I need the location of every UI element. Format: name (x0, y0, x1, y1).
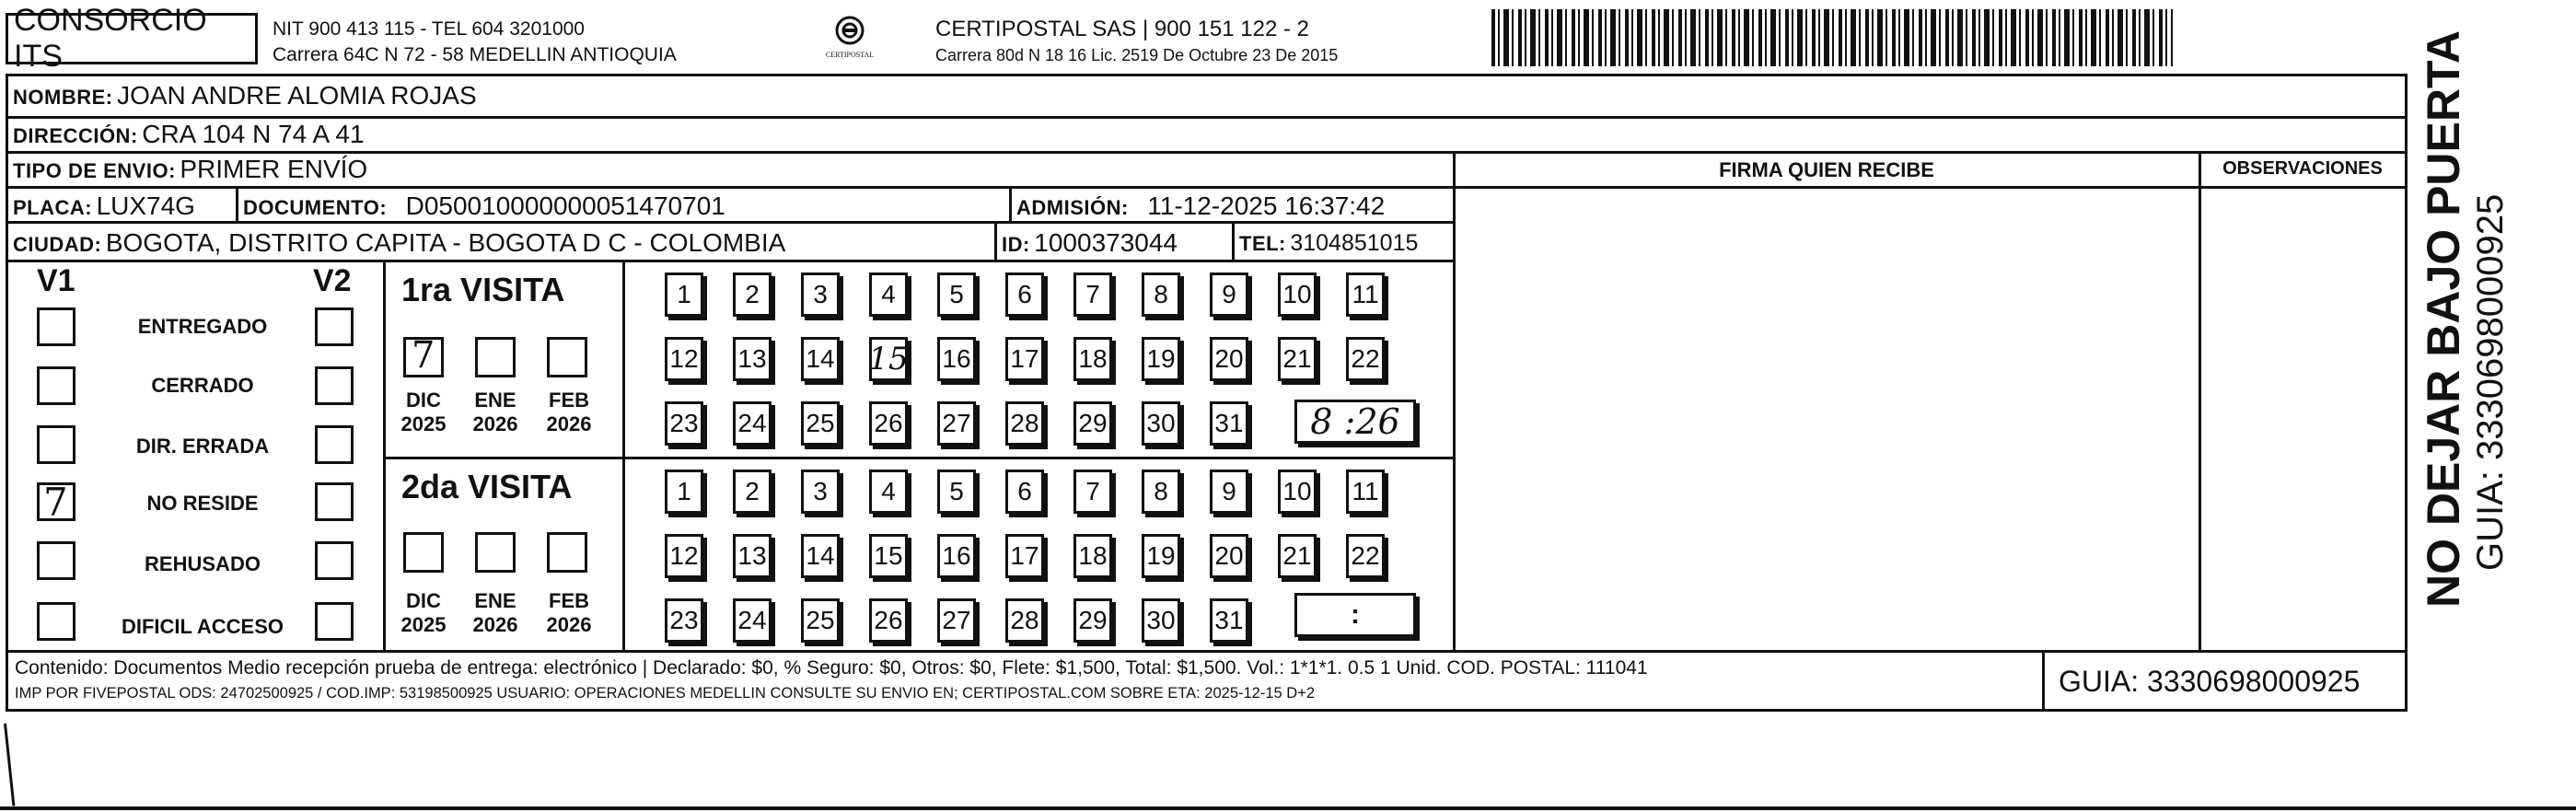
tipo-label: TIPO DE ENVIO: (13, 159, 176, 182)
day-number: 18 (1078, 541, 1108, 570)
tel-cell (1239, 230, 1418, 257)
day-number: 1 (677, 280, 691, 308)
day-number: 26 (874, 409, 903, 437)
id-cell (1002, 228, 1178, 258)
month-name: FEB (549, 589, 589, 612)
day-number: 11 (1352, 477, 1379, 505)
day-number: 1 (677, 477, 691, 505)
second-month-dic-label (396, 589, 451, 637)
observaciones-header: OBSERVACIONES (2222, 158, 2383, 179)
v2-header: V2 (313, 263, 352, 298)
v1-checkbox-dir-errada[interactable] (37, 425, 75, 464)
status-label-dir-errada: DIR. ERRADA (135, 435, 270, 458)
day-number: 2 (745, 477, 760, 505)
day-box[interactable] (1005, 598, 1044, 643)
v1-checkbox-no-reside[interactable] (37, 480, 75, 525)
day-box[interactable] (733, 273, 772, 317)
day-number: 3 (813, 280, 828, 308)
day-box[interactable] (869, 337, 908, 381)
month-year: 2026 (546, 412, 592, 435)
day-box[interactable] (1210, 470, 1248, 514)
day-number: 22 (1351, 344, 1380, 373)
day-box[interactable] (937, 337, 976, 381)
documento-value: D050010000000051470701 (405, 191, 725, 220)
day-number: 31 (1214, 409, 1244, 437)
day-box[interactable] (1278, 273, 1317, 317)
first-month-ene-box[interactable] (475, 337, 516, 377)
day-box[interactable] (1073, 534, 1112, 578)
day-box[interactable] (1346, 470, 1385, 514)
day-number: 29 (1078, 409, 1108, 437)
second-month-feb-label (541, 589, 597, 637)
month-year: 2025 (400, 412, 447, 435)
day-box[interactable] (733, 401, 772, 446)
day-box[interactable] (869, 598, 908, 643)
day-number: 20 (1214, 344, 1244, 373)
id-label: ID: (1002, 233, 1030, 256)
day-number: 25 (806, 409, 835, 437)
first-visit-time-box[interactable] (1294, 400, 1416, 444)
v1-mark: 7 (43, 480, 68, 525)
second-visit-title: 2da VISITA (401, 468, 573, 505)
v2-checkbox-rehusado[interactable] (315, 541, 354, 580)
day-number: 30 (1146, 409, 1176, 437)
company-box (6, 3, 258, 74)
second-month-ene-box[interactable] (475, 532, 516, 573)
month-name: DIC (406, 389, 441, 412)
day-box[interactable] (665, 470, 703, 514)
v2-checkbox-entregado[interactable] (315, 307, 354, 346)
day-box[interactable] (665, 534, 703, 578)
day-number: 23 (669, 606, 699, 634)
admision-cell (1016, 191, 1385, 221)
documento-cell (243, 191, 725, 221)
day-box[interactable] (869, 470, 908, 514)
month-name: ENE (474, 589, 516, 612)
day-box[interactable] (937, 401, 976, 446)
second-visit-time-box[interactable] (1294, 593, 1416, 637)
day-number: 16 (942, 344, 971, 373)
day-number: 8 (1154, 280, 1168, 308)
footer-content-line: Contenido: Documentos Medio recepción prueba de entrega: electrónico | Declarado: $0, % Seguro: $0, Otros: $0, Flete: $1,500, Total: $1,500. Vol.: 1*1*1. 0.5 1 Unid. COD. POSTAL: 111041 (15, 657, 1648, 679)
day-box[interactable] (1142, 470, 1180, 514)
day-number: 24 (737, 606, 767, 634)
footer-guia: GUIA: 3330698000925 (2059, 665, 2361, 698)
day-box[interactable] (801, 534, 840, 578)
day-number: 12 (669, 344, 699, 373)
day-number: 28 (1010, 606, 1039, 634)
placa-value: LUX74G (96, 191, 195, 220)
day-box[interactable] (665, 273, 703, 317)
ciudad-value: BOGOTA, DISTRITO CAPITA - BOGOTA D C - COLOMBIA (105, 228, 786, 257)
day-box[interactable] (665, 337, 703, 381)
first-month-mark: 7 (412, 334, 435, 377)
day-box[interactable] (1210, 401, 1248, 446)
certipostal-logo (810, 15, 889, 66)
first-visit-title: 1ra VISITA (401, 271, 565, 308)
v1-header: V1 (37, 263, 75, 298)
day-number: 20 (1214, 541, 1244, 570)
first-visit-time: 8 :26 (1310, 401, 1400, 442)
v1-checkbox-dificil-acceso[interactable] (37, 602, 75, 641)
day-number: 14 (806, 541, 835, 570)
day-box[interactable] (733, 470, 772, 514)
day-number: 26 (874, 606, 903, 634)
direccion-value: CRA 104 N 74 A 41 (142, 120, 365, 148)
company-name: CONSORCIO ITS (14, 3, 207, 74)
second-month-dic-box[interactable] (403, 532, 444, 573)
status-label-no-reside: NO RESIDE (146, 492, 259, 515)
status-label-cerrado: CERRADO (151, 374, 254, 397)
day-box[interactable] (801, 273, 840, 317)
day-number: 10 (1282, 477, 1312, 505)
day-box[interactable] (1278, 534, 1317, 578)
month-name: FEB (549, 389, 589, 412)
v2-checkbox-cerrado[interactable] (315, 366, 354, 405)
day-box[interactable] (733, 598, 772, 643)
day-box[interactable] (1210, 534, 1248, 578)
day-number: 5 (949, 280, 964, 308)
day-number: 17 (1010, 541, 1039, 570)
day-number: 21 (1282, 541, 1312, 570)
day-number: 25 (806, 606, 835, 634)
day-box[interactable] (665, 401, 703, 446)
day-box[interactable] (1278, 470, 1317, 514)
day-number: 13 (737, 541, 767, 570)
day-number: 5 (949, 477, 964, 505)
v1-checkbox-cerrado[interactable] (37, 366, 75, 405)
day-number: 9 (1222, 477, 1236, 505)
day-number: 2 (745, 280, 760, 308)
day-number: 10 (1282, 280, 1312, 308)
day-box[interactable] (1210, 273, 1248, 317)
second-month-ene-label (468, 589, 523, 637)
day-box[interactable] (1073, 470, 1112, 514)
documento-label: DOCUMENTO: (243, 196, 388, 219)
day-number: 28 (1010, 409, 1039, 437)
day-number: 8 (1154, 477, 1168, 505)
tipo-row (13, 155, 367, 184)
day-number: 14 (806, 344, 835, 373)
status-label-rehusado: REHUSADO (145, 552, 261, 575)
footer-imp-line: IMP POR FIVEPOSTAL ODS: 24702500925 / COD.IMP: 53198500925 USUARIO: OPERACIONES MEDELLIN CONSULTE SU ENVIO EN; CERTIPOSTAL.COM SOBRE ETA: 2025-12-15 D+2 (15, 685, 1316, 702)
day-box[interactable] (801, 401, 840, 446)
status-label-entregado: ENTREGADO (137, 315, 268, 338)
first-month-feb-label (541, 389, 597, 436)
tel-label: TEL: (1239, 232, 1286, 255)
day-number: 15 (868, 341, 909, 377)
day-number: 22 (1351, 541, 1380, 570)
day-number: 23 (669, 409, 699, 437)
v1-checkbox-entregado[interactable] (37, 307, 75, 346)
day-number: 16 (942, 541, 971, 570)
day-box[interactable] (1346, 337, 1385, 381)
day-box[interactable] (1005, 273, 1044, 317)
direccion-label: DIRECCIÓN: (13, 124, 138, 147)
day-box[interactable] (869, 534, 908, 578)
day-box[interactable] (869, 401, 908, 446)
day-number: 29 (1078, 606, 1108, 634)
day-box[interactable] (1073, 337, 1112, 381)
nombre-row (13, 81, 477, 110)
v1-checkbox-rehusado[interactable] (37, 541, 75, 580)
month-name: DIC (406, 589, 441, 612)
nombre-label: NOMBRE: (13, 86, 113, 109)
day-number: 7 (1085, 280, 1100, 308)
day-box[interactable] (733, 534, 772, 578)
day-number: 4 (881, 477, 896, 505)
tipo-value: PRIMER ENVÍO (180, 155, 368, 183)
day-box[interactable] (1005, 534, 1044, 578)
admision-label: ADMISIÓN: (1016, 196, 1129, 219)
day-box[interactable] (1142, 598, 1180, 643)
day-number: 6 (1017, 477, 1032, 505)
day-box[interactable] (1142, 273, 1180, 317)
day-box[interactable] (1278, 337, 1317, 381)
day-number: 19 (1146, 541, 1176, 570)
day-number: 17 (1010, 344, 1039, 373)
month-year: 2026 (472, 412, 518, 435)
v2-checkbox-no-reside[interactable] (315, 482, 354, 521)
day-box[interactable] (801, 337, 840, 381)
day-box[interactable] (733, 337, 772, 381)
day-number: 9 (1222, 280, 1236, 308)
firma-header: FIRMA QUIEN RECIBE (1719, 158, 1934, 181)
month-name: ENE (474, 389, 516, 412)
carrier-address: Carrera 80d N 18 16 Lic. 2519 De Octubre 23 De 2015 (935, 46, 1339, 64)
company-address: Carrera 64C N 72 - 58 MEDELLIN ANTIOQUIA (273, 44, 677, 65)
day-box[interactable] (937, 470, 976, 514)
day-box[interactable] (801, 598, 840, 643)
day-number: 4 (881, 280, 896, 308)
month-year: 2025 (400, 613, 447, 636)
direccion-row (13, 120, 365, 149)
day-box[interactable] (1346, 273, 1385, 317)
month-year: 2026 (472, 613, 518, 636)
day-box[interactable] (1210, 337, 1248, 381)
barcode (1491, 9, 2173, 66)
day-box[interactable] (665, 598, 703, 643)
day-box[interactable] (1005, 401, 1044, 446)
ciudad-label: CIUDAD: (13, 233, 102, 256)
day-box[interactable] (801, 470, 840, 514)
day-number: 27 (942, 409, 971, 437)
day-number: 11 (1352, 280, 1379, 308)
nit-line: NIT 900 413 115 - TEL 604 3201000 (273, 18, 585, 40)
first-month-ene-label (468, 389, 523, 436)
side-text (2412, 30, 2550, 608)
day-number: 31 (1214, 606, 1244, 634)
day-number: 13 (737, 344, 767, 373)
id-value: 1000373044 (1034, 228, 1178, 257)
day-number: 7 (1085, 477, 1100, 505)
v2-checkbox-dificil-acceso[interactable] (315, 602, 354, 641)
day-box[interactable] (1073, 598, 1112, 643)
day-number: 30 (1146, 606, 1176, 634)
day-box[interactable] (1142, 337, 1180, 381)
carrier-line: CERTIPOSTAL SAS | 900 151 122 - 2 (935, 17, 1309, 41)
side-warning: NO DEJAR BAJO PUERTA (2418, 30, 2469, 608)
second-month-feb-box[interactable] (547, 532, 587, 573)
header (0, 0, 2412, 75)
first-month-feb-box[interactable] (547, 337, 587, 377)
status-label-dificil-acceso: DIFICIL ACCESO (121, 615, 284, 638)
side-guia: GUIA: 3330698000925 (2470, 193, 2511, 571)
logo-text: CERTIPOSTAL (825, 51, 875, 59)
month-year: 2026 (546, 613, 592, 636)
day-box[interactable] (1142, 534, 1180, 578)
day-number: 18 (1078, 344, 1108, 373)
first-month-dic-box[interactable] (403, 334, 444, 377)
day-box[interactable] (937, 598, 976, 643)
day-number: 21 (1282, 344, 1312, 373)
day-box[interactable] (1005, 470, 1044, 514)
ciudad-cell (13, 228, 785, 258)
placa-label: PLACA: (13, 196, 93, 219)
nombre-value: JOAN ANDRE ALOMIA ROJAS (117, 81, 477, 110)
day-box[interactable] (869, 273, 908, 317)
day-number: 19 (1146, 344, 1176, 373)
day-number: 15 (874, 541, 903, 570)
day-box[interactable] (1073, 401, 1112, 446)
logo-icon (831, 15, 868, 46)
day-box[interactable] (1073, 273, 1112, 317)
day-box[interactable] (1005, 337, 1044, 381)
day-box[interactable] (1346, 534, 1385, 578)
day-number: 12 (669, 541, 699, 570)
day-number: 6 (1017, 280, 1032, 308)
day-number: 27 (942, 606, 971, 634)
second-visit-time: : (1351, 599, 1360, 630)
day-number: 24 (737, 409, 767, 437)
admision-value: 11-12-2025 16:37:42 (1147, 191, 1386, 220)
day-box[interactable] (1210, 598, 1248, 643)
day-box[interactable] (1142, 401, 1180, 446)
placa-cell (13, 191, 195, 221)
tel-value: 3104851015 (1290, 230, 1419, 256)
v2-checkbox-dir-errada[interactable] (315, 425, 354, 464)
first-month-dic-label (396, 389, 451, 436)
day-number: 3 (813, 477, 828, 505)
day-box[interactable] (937, 273, 976, 317)
day-box[interactable] (937, 534, 976, 578)
